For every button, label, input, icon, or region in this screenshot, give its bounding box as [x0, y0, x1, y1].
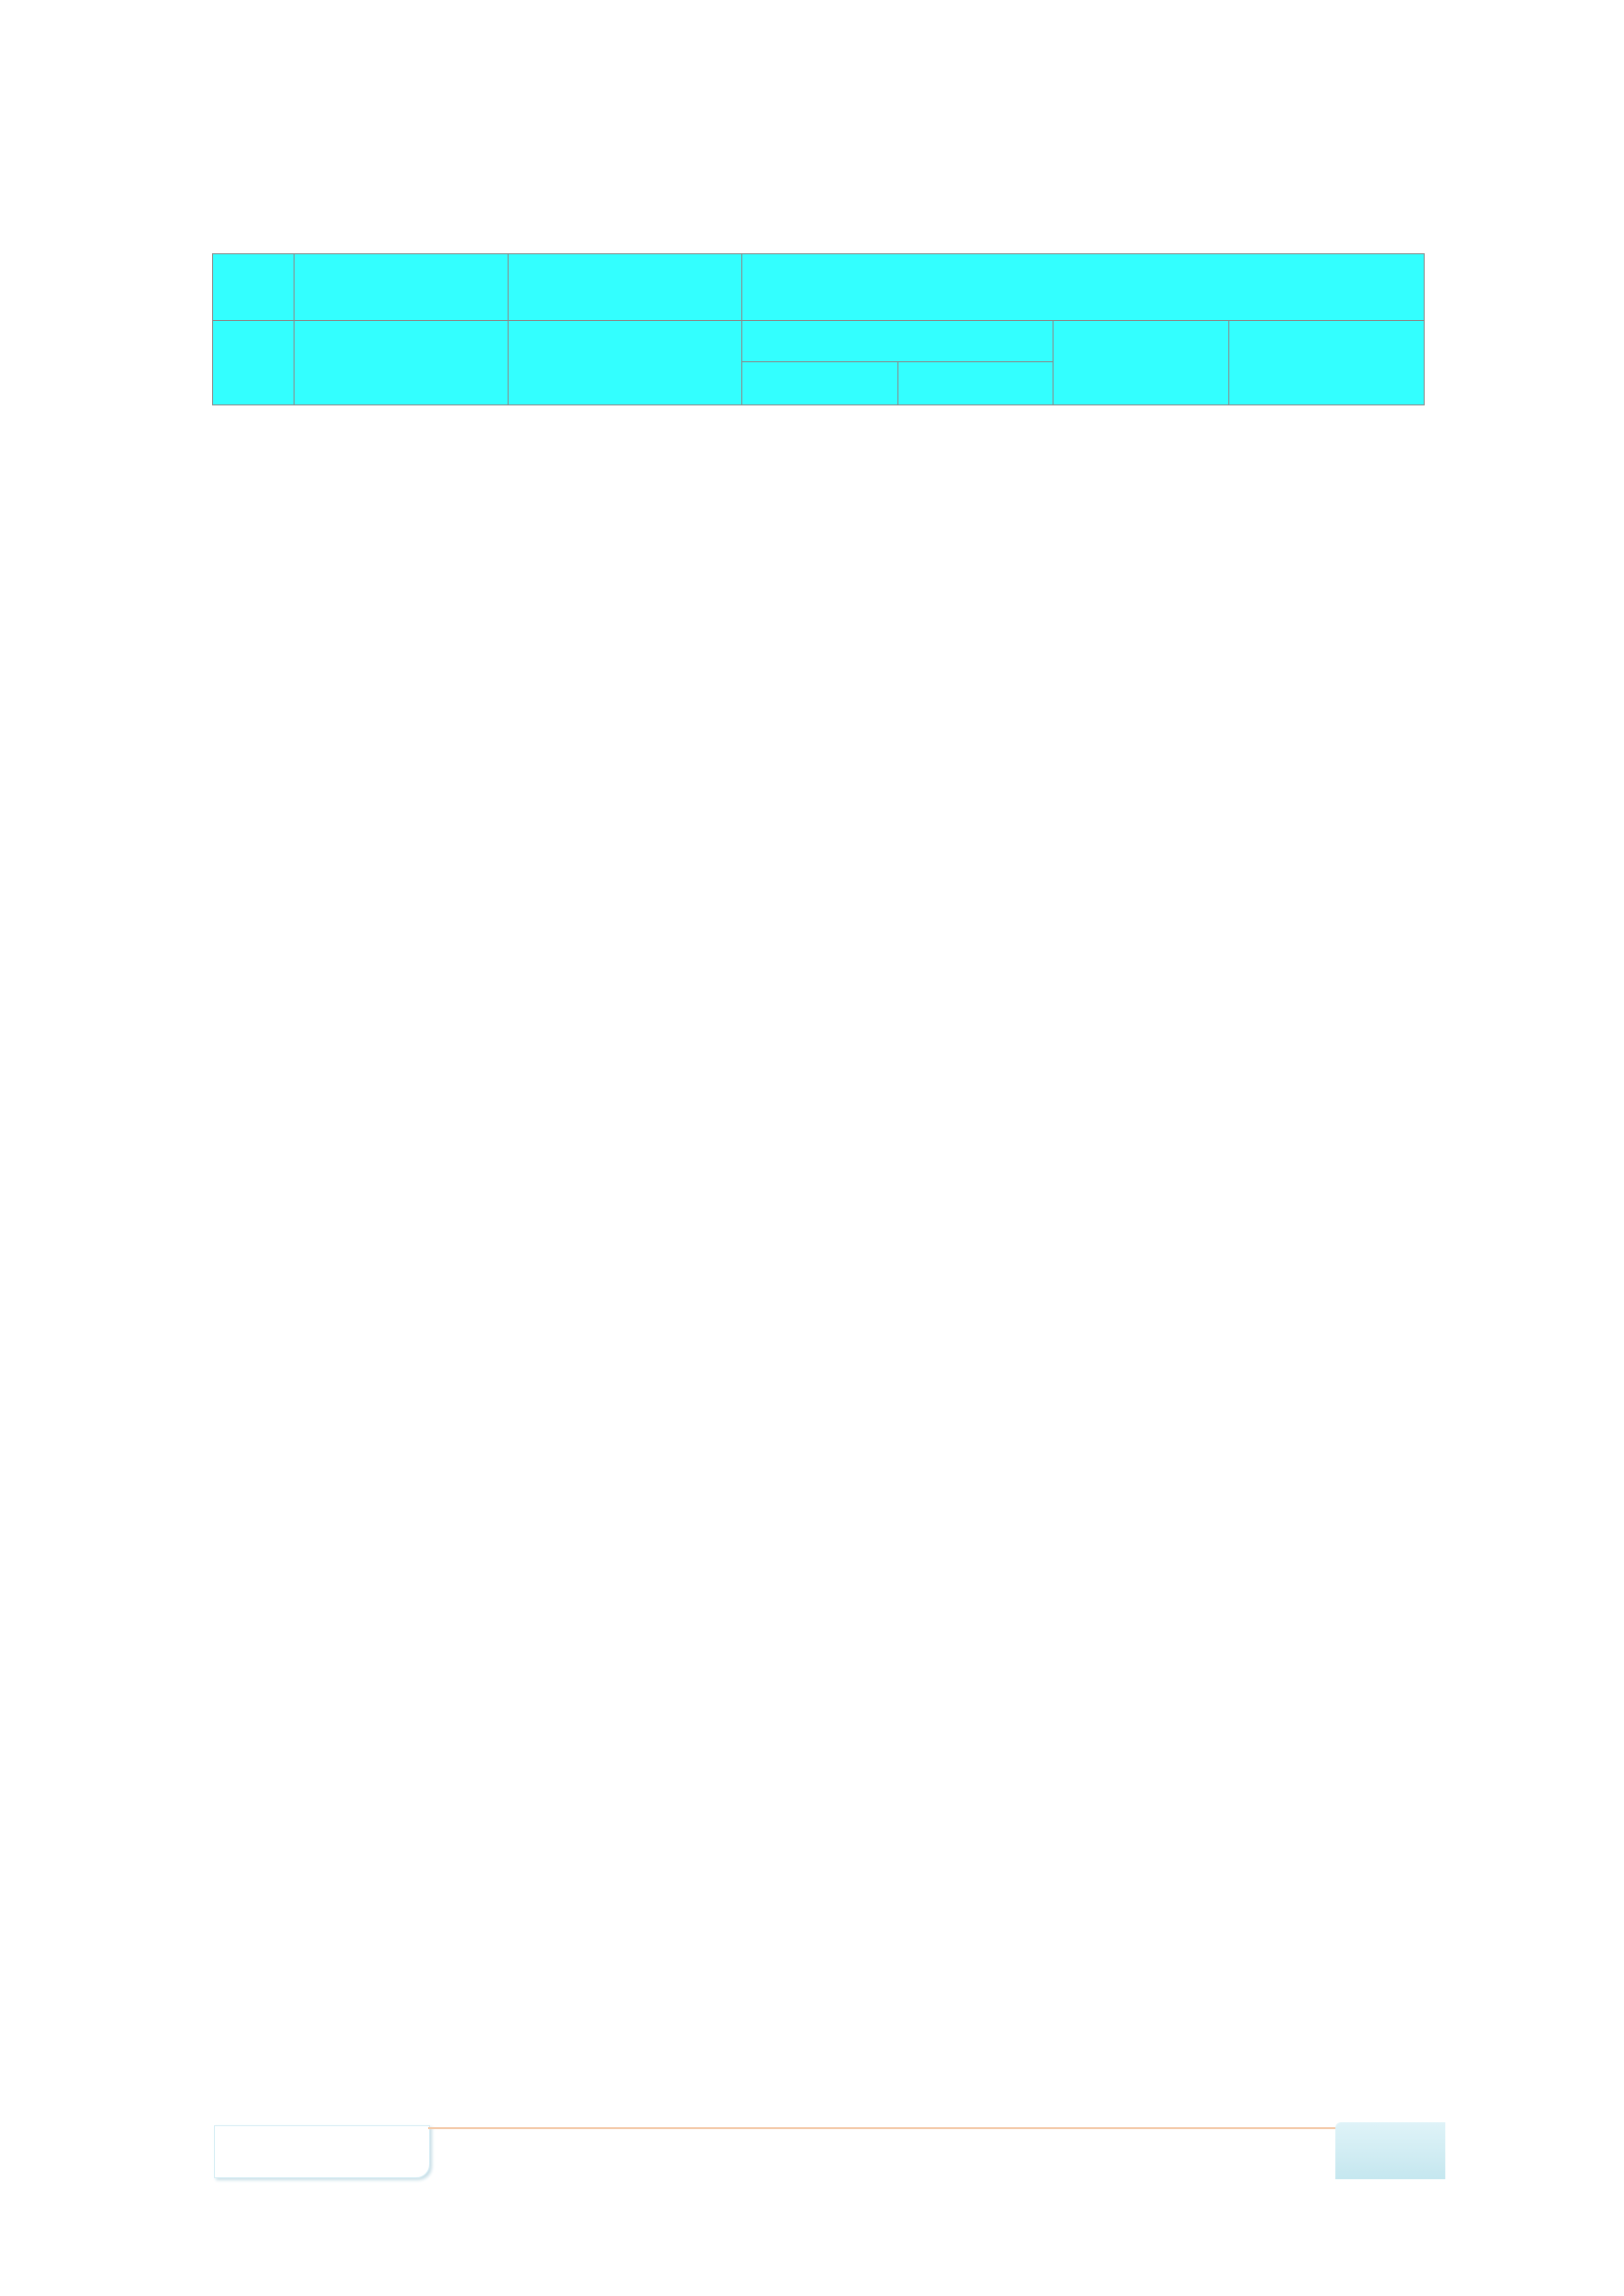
- footer-divider: [428, 2127, 1341, 2129]
- header-prioritas: [295, 321, 509, 405]
- komposit-table: [212, 253, 1425, 405]
- header-empty-3: [509, 254, 742, 321]
- komposit-table-container: [212, 253, 1424, 405]
- header-year-2020: [742, 362, 898, 405]
- header-keterangan: [1229, 321, 1425, 405]
- header-jumlah-kecamatan: [742, 321, 1054, 362]
- header-empty-1: [213, 254, 295, 321]
- header-year-2021: [898, 362, 1054, 405]
- header-indeks-komposit: [742, 254, 1425, 321]
- header-no: [213, 321, 295, 405]
- header-persentase: [1054, 321, 1229, 405]
- header-gradasi-warna: [509, 321, 742, 405]
- header-empty-2: [295, 254, 509, 321]
- footer-title-tab: [214, 2125, 430, 2178]
- footer-page-tab: [1335, 2122, 1445, 2179]
